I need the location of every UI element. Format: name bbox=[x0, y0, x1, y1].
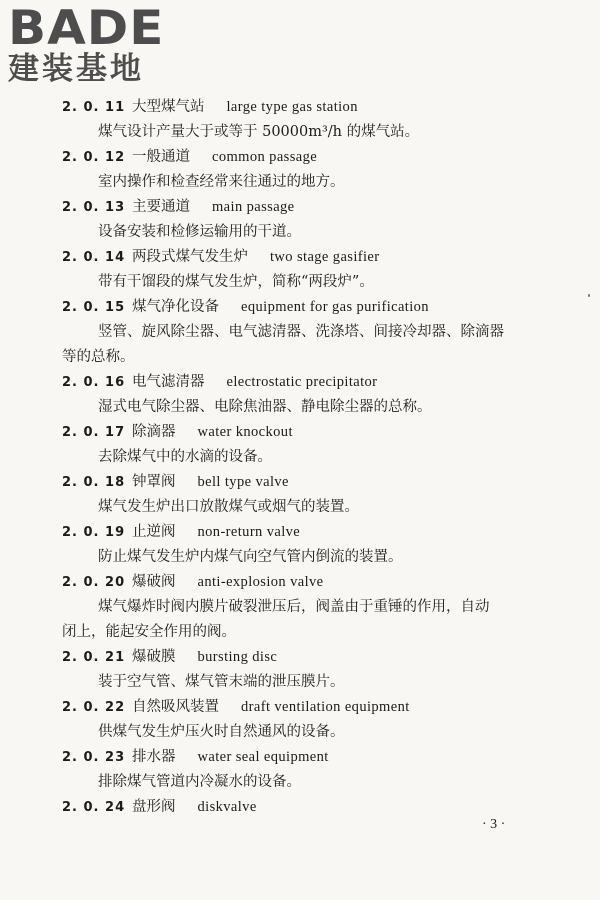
entry-heading bbox=[62, 745, 562, 770]
entry-definition: 去除煤气中的水滴的设备。 bbox=[98, 449, 272, 465]
entry-number: 2. 0. 22 bbox=[62, 700, 126, 715]
entry-term-zh: 排水器 bbox=[132, 749, 176, 765]
page-number: · 3 · bbox=[482, 817, 506, 832]
entry-term-zh: 爆破膜 bbox=[132, 649, 176, 665]
entry-term-en: bell type valve bbox=[197, 474, 289, 490]
glossary-entry bbox=[62, 645, 562, 695]
entry-definition: 煤气爆炸时阀内膜片破裂泄压后，阀盖由于重锤的作用，自动 bbox=[98, 599, 490, 615]
entry-term-zh: 爆破阀 bbox=[132, 574, 176, 590]
entry-heading bbox=[62, 695, 562, 720]
entry-number: 2. 0. 20 bbox=[62, 575, 126, 590]
logo-subtitle: 建装基地 bbox=[8, 51, 144, 87]
entry-term-zh: 止逆阀 bbox=[132, 524, 176, 540]
entry-term-en: water seal equipment bbox=[197, 749, 329, 765]
entry-number: 2. 0. 12 bbox=[62, 150, 126, 165]
entry-number: 2. 0. 18 bbox=[62, 475, 126, 490]
entry-number: 2. 0. 11 bbox=[62, 100, 126, 115]
entry-term-en: main passage bbox=[212, 199, 295, 215]
glossary-entries bbox=[62, 95, 562, 820]
entry-number: 2. 0. 14 bbox=[62, 250, 126, 265]
entry-number: 2. 0. 13 bbox=[62, 200, 126, 215]
entry-heading bbox=[62, 145, 562, 170]
entry-heading bbox=[62, 95, 562, 120]
entry-definition: 防止煤气发生炉内煤气向空气管内倒流的装置。 bbox=[98, 549, 403, 565]
glossary-entry bbox=[62, 295, 562, 370]
entry-term-en: two stage gasifier bbox=[270, 249, 380, 265]
entry-number: 2. 0. 17 bbox=[62, 425, 126, 440]
entry-definition: 湿式电气除尘器、电除焦油器、静电除尘器的总称。 bbox=[98, 399, 432, 415]
site-logo bbox=[8, 0, 183, 87]
glossary-entry bbox=[62, 145, 562, 195]
entry-number: 2. 0. 19 bbox=[62, 525, 126, 540]
glossary-entry bbox=[62, 695, 562, 745]
entry-term-en: bursting disc bbox=[197, 649, 278, 665]
entry-definition: 排除煤气管道内冷凝水的设备。 bbox=[98, 774, 301, 790]
glossary-entry bbox=[62, 470, 562, 520]
entry-heading bbox=[62, 195, 562, 220]
glossary-entry bbox=[62, 370, 562, 420]
glossary-entry bbox=[62, 95, 562, 145]
entry-definition: 带有干馏段的煤气发生炉，简称“两段炉”。 bbox=[98, 274, 374, 290]
entry-heading bbox=[62, 370, 562, 395]
entry-term-en: electrostatic precipitator bbox=[226, 374, 378, 390]
entry-definition: 竖管、旋风除尘器、电气滤清器、洗涤塔、间接冷却器、除滴器 bbox=[98, 324, 504, 340]
entry-term-zh: 煤气净化设备 bbox=[132, 299, 219, 315]
entry-term-zh: 自然吸风装置 bbox=[132, 699, 219, 715]
entry-number: 2. 0. 24 bbox=[62, 800, 126, 815]
entry-term-zh: 大型煤气站 bbox=[132, 99, 205, 115]
entry-number: 2. 0. 23 bbox=[62, 750, 126, 765]
entry-term-zh: 主要通道 bbox=[132, 199, 190, 215]
entry-heading bbox=[62, 420, 562, 445]
glossary-entry bbox=[62, 245, 562, 295]
entry-heading bbox=[62, 520, 562, 545]
entry-heading bbox=[62, 470, 562, 495]
entry-term-zh: 一般通道 bbox=[132, 149, 190, 165]
entry-definition: 煤气发生炉出口放散煤气或烟气的装置。 bbox=[98, 499, 359, 515]
glossary-entry bbox=[62, 520, 562, 570]
entry-definition: 装于空气管、煤气管末端的泄压膜片。 bbox=[98, 674, 345, 690]
scan-speck bbox=[588, 294, 590, 297]
glossary-entry bbox=[62, 420, 562, 470]
entry-number: 2. 0. 16 bbox=[62, 375, 126, 390]
entry-term-en: anti-explosion valve bbox=[197, 574, 324, 590]
entry-number: 2. 0. 21 bbox=[62, 650, 126, 665]
entry-definition: 供煤气发生炉压火时自然通风的设备。 bbox=[98, 724, 345, 740]
entry-heading bbox=[62, 570, 562, 595]
entry-term-zh: 盘形阀 bbox=[132, 799, 176, 815]
entry-heading bbox=[62, 245, 562, 270]
entry-term-en: diskvalve bbox=[197, 799, 257, 815]
entry-term-en: large type gas station bbox=[226, 99, 358, 115]
entry-term-en: draft ventilation equipment bbox=[241, 699, 410, 715]
entry-definition: 等的总称。 bbox=[62, 349, 135, 365]
entry-term-zh: 两段式煤气发生炉 bbox=[132, 249, 248, 265]
entry-term-en: non-return valve bbox=[197, 524, 301, 540]
entry-definition: 设备安装和检修运输用的干道。 bbox=[98, 224, 301, 240]
entry-term-en: equipment for gas purification bbox=[241, 299, 429, 315]
glossary-entry bbox=[62, 570, 562, 645]
entry-term-zh: 除滴器 bbox=[132, 424, 176, 440]
entry-term-en: common passage bbox=[212, 149, 318, 165]
entry-term-zh: 电气滤清器 bbox=[132, 374, 205, 390]
entry-number: 2. 0. 15 bbox=[62, 300, 126, 315]
glossary-entry bbox=[62, 195, 562, 245]
logo-wordmark: BADE bbox=[8, 0, 165, 56]
entry-definition: 煤气设计产量大于或等于 50000m³/h 的煤气站。 bbox=[98, 124, 420, 140]
entry-heading bbox=[62, 295, 562, 320]
entry-heading bbox=[62, 645, 562, 670]
entry-definition: 室内操作和检查经常来往通过的地方。 bbox=[98, 174, 345, 190]
entry-term-zh: 钟罩阀 bbox=[132, 474, 176, 490]
entry-term-en: water knockout bbox=[197, 424, 293, 440]
glossary-entry bbox=[62, 745, 562, 795]
entry-definition: 闭上，能起安全作用的阀。 bbox=[62, 624, 236, 640]
